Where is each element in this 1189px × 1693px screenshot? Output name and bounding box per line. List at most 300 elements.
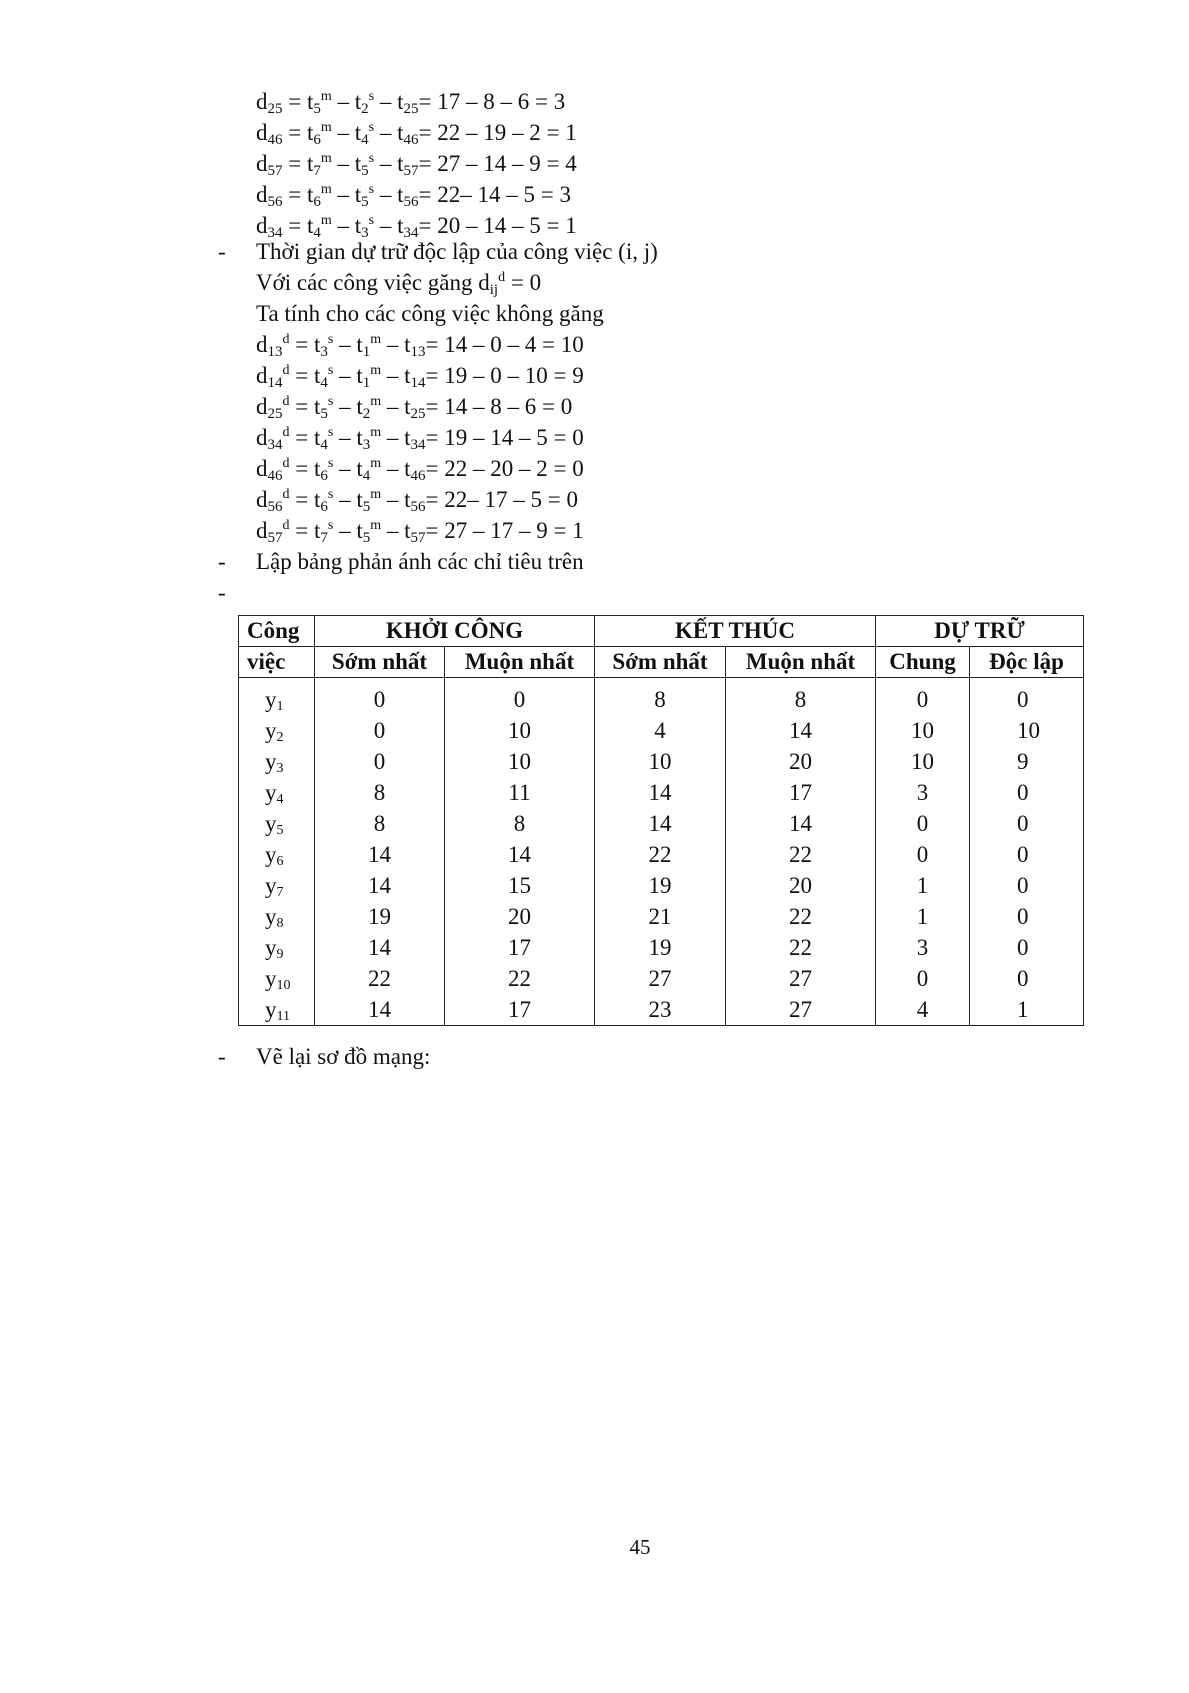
job-letter: y — [265, 966, 277, 991]
cell-slack-independent: 10 — [970, 715, 1084, 746]
minus-sign: – — [333, 363, 357, 388]
job-letter: y — [265, 749, 277, 774]
sub-d-index: 13 — [267, 344, 283, 360]
var-t: t — [356, 487, 363, 512]
var-d: d — [256, 120, 268, 145]
cell-slack-total: 0 — [876, 839, 970, 870]
var-t: t — [404, 518, 411, 543]
cell-slack-independent: 0 — [970, 808, 1084, 839]
sub-t-index: 3 — [361, 225, 369, 241]
sup-t-mark: m — [320, 120, 332, 135]
header-som-nhat-end: Sớm nhất — [595, 647, 726, 678]
job-index: 6 — [276, 854, 284, 869]
equation-line — [256, 117, 577, 148]
cell-slack-total: 3 — [876, 777, 970, 808]
equals-sign: = — [282, 89, 307, 114]
var-d: d — [256, 425, 268, 450]
equation-rhs: = 19 – 0 – 10 = 9 — [425, 363, 584, 388]
minus-sign: – — [381, 425, 405, 450]
table-row — [239, 963, 1084, 994]
sub-t-index: 46 — [403, 132, 419, 148]
equals-sign: = — [289, 394, 314, 419]
critical-jobs-text: Với các công việc găng d — [256, 270, 490, 295]
sup-t-mark: m — [320, 213, 332, 228]
noncritical-jobs-line: Ta tính cho các công việc không găng — [256, 301, 604, 326]
minus-sign: – — [381, 456, 405, 481]
cell-start-earliest: 14 — [315, 994, 445, 1026]
header-som-nhat-start: Sớm nhất — [315, 647, 445, 678]
job-letter: y — [265, 935, 277, 960]
equation-rhs: = 17 – 8 – 6 = 3 — [418, 89, 566, 114]
var-t: t — [356, 332, 363, 357]
minus-sign: – — [333, 332, 357, 357]
sub-t-index: 5 — [362, 530, 371, 546]
cell-job — [239, 932, 315, 963]
cell-end-latest: 8 — [726, 678, 876, 716]
minus-sign: – — [381, 487, 405, 512]
var-t: t — [306, 89, 314, 114]
schedule-table — [238, 615, 1084, 1026]
cell-slack-total: 10 — [876, 746, 970, 777]
cell-job — [239, 839, 315, 870]
critical-jobs-sub: ij — [489, 282, 499, 298]
var-d: d — [256, 518, 268, 543]
sub-t-index: 4 — [313, 225, 321, 241]
sub-t-index: 34 — [403, 225, 419, 241]
cell-start-latest: 10 — [445, 746, 595, 777]
sup-t-mark: s — [327, 332, 334, 347]
var-t: t — [306, 120, 314, 145]
job-index: 9 — [276, 947, 284, 962]
sup-t-mark: s — [327, 425, 334, 440]
sub-t-index: 5 — [320, 406, 328, 422]
job-letter: y — [265, 842, 277, 867]
minus-sign: – — [331, 151, 355, 176]
sup-t-mark: m — [370, 425, 382, 440]
var-t: t — [313, 456, 321, 481]
table-row — [239, 715, 1084, 746]
cell-end-earliest: 22 — [595, 839, 726, 870]
sub-d-index: 57 — [267, 530, 283, 546]
cell-slack-independent: 0 — [970, 932, 1084, 963]
sub-t-index: 56 — [410, 499, 426, 515]
cell-end-latest: 22 — [726, 901, 876, 932]
cell-slack-total: 3 — [876, 932, 970, 963]
equation-rhs: = 14 – 8 – 6 = 0 — [425, 394, 573, 419]
cell-start-earliest: 0 — [315, 678, 445, 716]
equation-line — [256, 148, 577, 179]
equation-line — [256, 391, 572, 422]
cell-start-latest: 20 — [445, 901, 595, 932]
job-index: 5 — [276, 823, 284, 838]
sup-t-mark: m — [320, 182, 332, 197]
sub-t-index: 5 — [361, 163, 369, 179]
table-row — [239, 932, 1084, 963]
job-index: 10 — [276, 978, 291, 993]
equation-line — [256, 422, 584, 453]
sup-d-mark: d — [282, 456, 290, 471]
var-t: t — [354, 120, 362, 145]
cell-start-latest: 11 — [445, 777, 595, 808]
cell-start-latest: 14 — [445, 839, 595, 870]
equation-rhs: = 27 – 17 – 9 = 1 — [425, 518, 584, 543]
sup-t-mark: s — [327, 394, 334, 409]
sup-t-mark: s — [368, 182, 375, 197]
table-row — [239, 870, 1084, 901]
table-row — [239, 777, 1084, 808]
var-t: t — [356, 363, 363, 388]
header-ket-thuc: KẾT THÚC — [595, 616, 876, 647]
sub-t-index: 7 — [313, 163, 321, 179]
sup-d-mark: d — [282, 394, 290, 409]
sub-d-index: 57 — [267, 163, 283, 179]
cell-end-earliest: 27 — [595, 963, 726, 994]
var-d: d — [256, 332, 268, 357]
cell-slack-total: 1 — [876, 901, 970, 932]
var-t: t — [313, 487, 321, 512]
cell-start-earliest: 14 — [315, 839, 445, 870]
cell-end-latest: 22 — [726, 839, 876, 870]
sub-d-index: 34 — [267, 225, 283, 241]
equation-rhs: = 14 – 0 – 4 = 10 — [425, 332, 584, 357]
job-index: 1 — [276, 699, 284, 714]
var-t: t — [404, 363, 411, 388]
table-row — [239, 901, 1084, 932]
sub-t-index: 6 — [320, 499, 328, 515]
equals-sign: = — [289, 456, 314, 481]
minus-sign: – — [331, 120, 355, 145]
cell-end-latest: 27 — [726, 963, 876, 994]
equals-sign: = — [289, 363, 314, 388]
sub-t-index: 4 — [320, 437, 328, 453]
cell-job — [239, 777, 315, 808]
cell-end-latest: 27 — [726, 994, 876, 1026]
cell-slack-independent: 0 — [970, 678, 1084, 716]
header-muon-nhat-start: Muộn nhất — [445, 647, 595, 678]
cell-start-earliest: 14 — [315, 932, 445, 963]
bullet-dash: - — [218, 549, 226, 574]
job-letter: y — [265, 904, 277, 929]
cell-job — [239, 808, 315, 839]
job-index: 11 — [276, 1009, 290, 1024]
sub-t-index: 4 — [362, 468, 371, 484]
sub-t-index: 5 — [361, 194, 369, 210]
minus-sign: – — [331, 89, 355, 114]
equation-line — [256, 86, 565, 117]
cell-start-latest: 10 — [445, 715, 595, 746]
job-letter: y — [265, 780, 277, 805]
equation-line — [256, 515, 584, 546]
var-t: t — [354, 182, 362, 207]
var-d: d — [256, 89, 268, 114]
cell-slack-total: 0 — [876, 808, 970, 839]
var-t: t — [397, 151, 404, 176]
sub-t-index: 4 — [361, 132, 369, 148]
equals-sign: = — [282, 213, 307, 238]
job-index: 2 — [276, 730, 284, 745]
cell-job — [239, 678, 315, 716]
cell-slack-independent: 9 — [970, 746, 1084, 777]
sub-t-index: 7 — [320, 530, 328, 546]
job-index: 4 — [276, 792, 284, 807]
sub-t-index: 57 — [410, 530, 426, 546]
equation-rhs: = 20 – 14 – 5 = 1 — [418, 213, 577, 238]
header-du-tru: DỰ TRỮ — [876, 616, 1084, 647]
var-d: d — [256, 151, 268, 176]
cell-end-latest: 20 — [726, 870, 876, 901]
cell-end-earliest: 19 — [595, 870, 726, 901]
sub-t-index: 5 — [362, 499, 371, 515]
var-t: t — [354, 213, 362, 238]
minus-sign: – — [381, 518, 405, 543]
sup-t-mark: s — [368, 120, 375, 135]
header-muon-nhat-end: Muộn nhất — [726, 647, 876, 678]
cell-end-earliest: 14 — [595, 808, 726, 839]
minus-sign: – — [381, 394, 405, 419]
cell-slack-independent: 0 — [970, 777, 1084, 808]
equation-rhs: = 22 – 20 – 2 = 0 — [425, 456, 584, 481]
equals-sign: = — [289, 487, 314, 512]
cell-end-earliest: 21 — [595, 901, 726, 932]
sub-t-index: 3 — [320, 344, 328, 360]
minus-sign: – — [333, 456, 357, 481]
header-cong: Công — [239, 616, 315, 647]
job-letter: y — [265, 687, 277, 712]
minus-sign: – — [374, 151, 398, 176]
var-d: d — [256, 182, 268, 207]
cell-end-latest: 22 — [726, 932, 876, 963]
sub-d-index: 46 — [267, 468, 283, 484]
equation-line — [256, 179, 571, 210]
sub-t-index: 1 — [362, 375, 371, 391]
header-chung: Chung — [876, 647, 970, 678]
cell-start-latest: 0 — [445, 678, 595, 716]
sub-t-index: 6 — [313, 194, 321, 210]
sub-t-index: 3 — [362, 437, 371, 453]
cell-start-earliest: 22 — [315, 963, 445, 994]
minus-sign: – — [331, 182, 355, 207]
var-t: t — [354, 151, 362, 176]
var-t: t — [306, 182, 314, 207]
bullet-independent-slack: Thời gian dự trữ độc lập của công việc (i, j) — [256, 239, 658, 264]
sup-t-mark: m — [370, 332, 382, 347]
sub-d-index: 46 — [267, 132, 283, 148]
var-t: t — [356, 425, 363, 450]
equation-line — [256, 360, 584, 391]
sup-t-mark: m — [370, 394, 382, 409]
sub-t-index: 56 — [403, 194, 419, 210]
equation-rhs: = 27 – 14 – 9 = 4 — [418, 151, 577, 176]
equals-sign: = — [289, 425, 314, 450]
cell-end-latest: 17 — [726, 777, 876, 808]
equation-rhs: = 19 – 14 – 5 = 0 — [425, 425, 584, 450]
job-letter: y — [265, 718, 277, 743]
cell-job — [239, 746, 315, 777]
equals-sign: = — [289, 332, 314, 357]
equals-sign: = — [282, 120, 307, 145]
sub-t-index: 25 — [403, 101, 419, 117]
minus-sign: – — [333, 394, 357, 419]
bullet-dash-empty: - — [218, 580, 226, 605]
cell-job — [239, 994, 315, 1026]
cell-slack-independent: 0 — [970, 963, 1084, 994]
sub-t-index: 25 — [410, 406, 426, 422]
job-letter: y — [265, 873, 277, 898]
var-t: t — [404, 394, 411, 419]
cell-job — [239, 870, 315, 901]
sub-d-index: 56 — [267, 499, 283, 515]
sup-t-mark: s — [327, 456, 334, 471]
var-d: d — [256, 456, 268, 481]
sup-t-mark: s — [368, 89, 375, 104]
minus-sign: – — [374, 182, 398, 207]
header-khoi-cong: KHỞI CÔNG — [315, 616, 595, 647]
sup-d-mark: d — [282, 332, 290, 347]
var-d: d — [256, 487, 268, 512]
job-index: 8 — [276, 916, 284, 931]
var-t: t — [306, 151, 314, 176]
cell-slack-total: 0 — [876, 678, 970, 716]
sub-t-index: 1 — [362, 344, 371, 360]
sub-t-index: 6 — [313, 132, 321, 148]
equation-line — [256, 453, 584, 484]
minus-sign: – — [381, 332, 405, 357]
var-t: t — [356, 394, 363, 419]
equation-rhs: = 22 – 19 – 2 = 1 — [418, 120, 577, 145]
bullet-dash: - — [218, 239, 226, 264]
var-t: t — [313, 363, 321, 388]
cell-slack-total: 4 — [876, 994, 970, 1026]
cell-slack-independent: 1 — [970, 994, 1084, 1026]
sub-t-index: 4 — [320, 375, 328, 391]
sub-t-index: 13 — [410, 344, 426, 360]
sub-t-index: 2 — [362, 406, 371, 422]
sup-t-mark: s — [327, 363, 334, 378]
header-doc-lap: Độc lập — [970, 647, 1084, 678]
cell-start-latest: 22 — [445, 963, 595, 994]
sup-d-mark: d — [282, 487, 290, 502]
cell-end-earliest: 4 — [595, 715, 726, 746]
job-letter: y — [265, 997, 277, 1022]
cell-start-latest: 17 — [445, 994, 595, 1026]
var-t: t — [313, 518, 321, 543]
var-t: t — [404, 332, 411, 357]
cell-slack-independent: 0 — [970, 870, 1084, 901]
cell-slack-independent: 0 — [970, 901, 1084, 932]
cell-end-earliest: 14 — [595, 777, 726, 808]
minus-sign: – — [333, 518, 357, 543]
cell-slack-independent: 0 — [970, 839, 1084, 870]
page-number: 45 — [629, 1535, 651, 1559]
cell-start-earliest: 0 — [315, 715, 445, 746]
sub-d-index: 56 — [267, 194, 283, 210]
var-t: t — [404, 456, 411, 481]
cell-start-earliest: 8 — [315, 777, 445, 808]
table-row — [239, 678, 1084, 716]
equation-rhs: = 22– 14 – 5 = 3 — [418, 182, 571, 207]
sup-d-mark: d — [282, 425, 290, 440]
table-row — [239, 839, 1084, 870]
table-row — [239, 994, 1084, 1026]
equals-sign: = — [282, 151, 307, 176]
bullet-table-intro: Lập bảng phản ánh các chỉ tiêu trên — [256, 549, 584, 574]
sub-t-index: 6 — [320, 468, 328, 484]
var-t: t — [313, 332, 321, 357]
var-t: t — [356, 456, 363, 481]
sub-t-index: 46 — [410, 468, 426, 484]
sup-t-mark: s — [327, 518, 334, 533]
var-t: t — [356, 518, 363, 543]
cell-start-earliest: 14 — [315, 870, 445, 901]
cell-end-earliest: 8 — [595, 678, 726, 716]
table-row — [239, 808, 1084, 839]
equals-sign: = — [282, 182, 307, 207]
job-letter: y — [265, 811, 277, 836]
cell-start-earliest: 19 — [315, 901, 445, 932]
var-t: t — [354, 89, 362, 114]
sub-t-index: 14 — [410, 375, 426, 391]
cell-end-latest: 14 — [726, 715, 876, 746]
sup-d-mark: d — [282, 518, 290, 533]
cell-slack-total: 1 — [876, 870, 970, 901]
critical-jobs-sup: d — [498, 270, 506, 285]
minus-sign: – — [374, 89, 398, 114]
cell-end-latest: 20 — [726, 746, 876, 777]
sub-t-index: 5 — [313, 101, 321, 117]
sub-d-index: 34 — [267, 437, 283, 453]
var-d: d — [256, 394, 268, 419]
critical-jobs-value: = 0 — [505, 270, 542, 295]
equation-line — [256, 329, 584, 360]
var-t: t — [404, 487, 411, 512]
var-t: t — [313, 425, 321, 450]
sub-d-index: 25 — [267, 406, 283, 422]
cell-job — [239, 901, 315, 932]
cell-job — [239, 963, 315, 994]
equation-rhs: = 22– 17 – 5 = 0 — [425, 487, 578, 512]
sub-d-index: 25 — [267, 101, 283, 117]
bullet-redraw-network: Vẽ lại sơ đồ mạng: — [256, 1044, 431, 1069]
var-t: t — [306, 213, 314, 238]
var-t: t — [397, 120, 404, 145]
sub-t-index: 34 — [410, 437, 426, 453]
schedule-table-body — [239, 678, 1084, 1026]
sup-t-mark: m — [370, 487, 382, 502]
cell-start-latest: 8 — [445, 808, 595, 839]
cell-start-latest: 15 — [445, 870, 595, 901]
sup-t-mark: m — [370, 363, 382, 378]
minus-sign: – — [374, 120, 398, 145]
var-d: d — [256, 213, 268, 238]
cell-job — [239, 715, 315, 746]
cell-start-earliest: 0 — [315, 746, 445, 777]
cell-end-earliest: 10 — [595, 746, 726, 777]
sup-t-mark: m — [320, 89, 332, 104]
sup-t-mark: s — [368, 151, 375, 166]
cell-slack-total: 0 — [876, 963, 970, 994]
cell-slack-total: 10 — [876, 715, 970, 746]
sup-t-mark: m — [370, 518, 382, 533]
var-t: t — [397, 182, 404, 207]
sup-t-mark: m — [370, 456, 382, 471]
var-d: d — [256, 363, 268, 388]
job-index: 3 — [276, 761, 284, 776]
equation-line — [256, 484, 578, 515]
sup-t-mark: m — [320, 151, 332, 166]
sub-t-index: 57 — [403, 163, 419, 179]
var-t: t — [397, 213, 404, 238]
critical-jobs-line — [256, 267, 541, 298]
